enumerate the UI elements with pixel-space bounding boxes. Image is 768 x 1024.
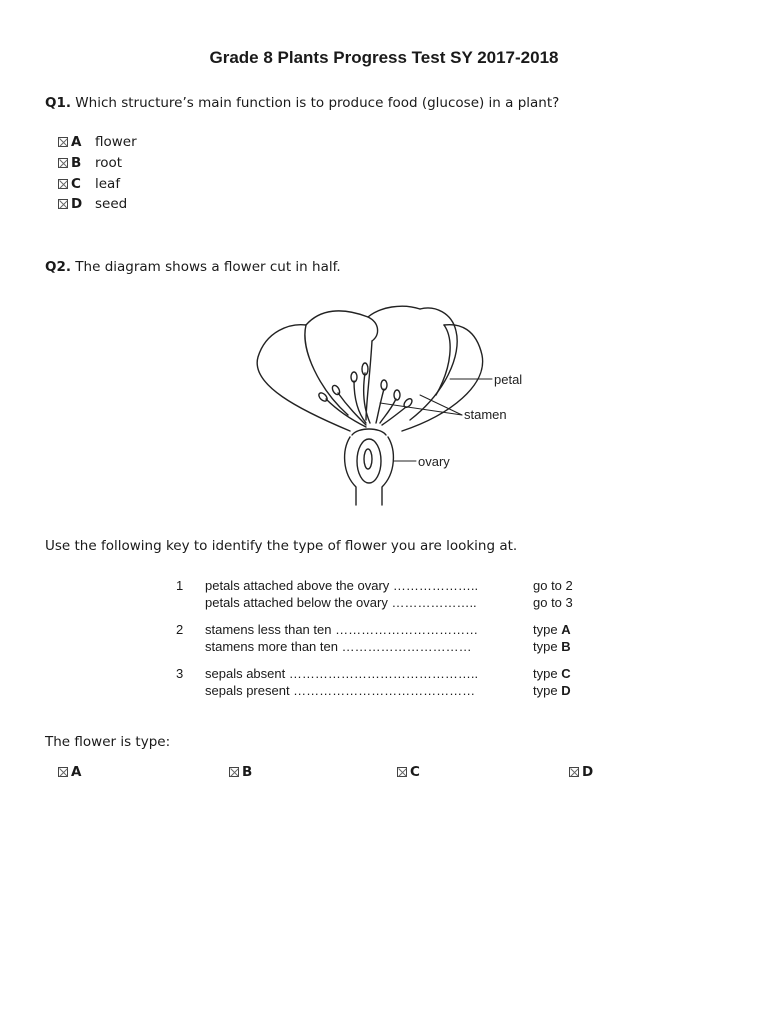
option-text: flower	[95, 134, 137, 151]
key-result-text: type	[533, 622, 562, 637]
key-step-text: stamens less than ten ……………………………	[205, 622, 479, 637]
option-b[interactable]	[58, 153, 137, 174]
key-step-text: stamens more than ten …………………………	[205, 639, 472, 654]
question-2	[45, 259, 341, 275]
ovary-label: ovary	[418, 454, 450, 469]
answer-prompt: The flower is type:	[45, 734, 171, 750]
checkbox-icon[interactable]	[58, 767, 68, 777]
option-text: leaf	[95, 175, 121, 192]
checkbox-icon[interactable]	[229, 767, 239, 777]
key-step-text: sepals present ……………………………………	[205, 683, 476, 698]
key-step-text: sepals absent ……………………………………..	[205, 666, 479, 681]
option-letter: B	[71, 155, 82, 172]
checkbox-icon[interactable]	[58, 137, 68, 147]
answer-option-a[interactable]	[58, 764, 81, 780]
key-step-result	[533, 639, 571, 654]
question-2-text: The diagram shows a flower cut in half.	[71, 259, 341, 275]
option-text: seed	[95, 196, 128, 213]
key-result-type: B	[561, 639, 571, 654]
checkbox-icon[interactable]	[58, 179, 68, 189]
key-step-result	[533, 578, 573, 593]
answer-options	[0, 764, 768, 786]
flower-diagram	[230, 295, 550, 515]
question-1	[45, 95, 559, 111]
key-step-result	[533, 595, 573, 610]
question-1-options	[58, 132, 137, 215]
answer-letter: B	[242, 764, 253, 780]
petal-label: petal	[494, 372, 523, 387]
key-result-text: type	[533, 639, 562, 654]
question-1-text: Which structure’s main function is to produce food (glucose) in a plant?	[71, 95, 560, 111]
key-intro: Use the following key to identify the type of flower you are looking at.	[45, 538, 518, 554]
checkbox-icon[interactable]	[58, 158, 68, 168]
option-letter: C	[71, 175, 81, 192]
key-result-type: C	[561, 666, 571, 681]
question-1-number: Q1.	[45, 95, 71, 111]
option-c[interactable]	[58, 173, 137, 194]
answer-option-d[interactable]	[569, 764, 593, 780]
key-result-type: D	[561, 683, 571, 698]
key-step-number: 1	[176, 578, 184, 593]
answer-letter: D	[582, 764, 594, 780]
key-step-number: 3	[176, 666, 184, 681]
option-text: root	[95, 155, 123, 172]
answer-option-c[interactable]	[397, 764, 420, 780]
key-result-text: type	[533, 666, 562, 681]
option-a[interactable]	[58, 132, 137, 153]
key-step-result	[533, 666, 571, 681]
page-title: Grade 8 Plants Progress Test SY 2017-2018	[209, 48, 559, 67]
checkbox-icon[interactable]	[397, 767, 407, 777]
key-result-type: A	[561, 622, 571, 637]
key-step-text: petals attached below the ovary ………………..	[205, 595, 477, 610]
stamen-label: stamen	[464, 407, 507, 422]
answer-option-b[interactable]	[229, 764, 252, 780]
checkbox-icon[interactable]	[58, 199, 68, 209]
key-step-text: petals attached above the ovary ………………..	[205, 578, 479, 593]
key-result-text: type	[533, 683, 562, 698]
key-step-result	[533, 622, 571, 637]
answer-letter: A	[71, 764, 82, 780]
key-result-text: go to 3	[533, 595, 573, 610]
option-letter: D	[71, 196, 83, 213]
option-d[interactable]	[58, 194, 137, 215]
key-step-result	[533, 683, 571, 698]
answer-letter: C	[410, 764, 420, 780]
option-letter: A	[71, 134, 82, 151]
checkbox-icon[interactable]	[569, 767, 579, 777]
key-step-number: 2	[176, 622, 184, 637]
question-2-number: Q2.	[45, 259, 71, 275]
key-result-text: go to 2	[533, 578, 573, 593]
